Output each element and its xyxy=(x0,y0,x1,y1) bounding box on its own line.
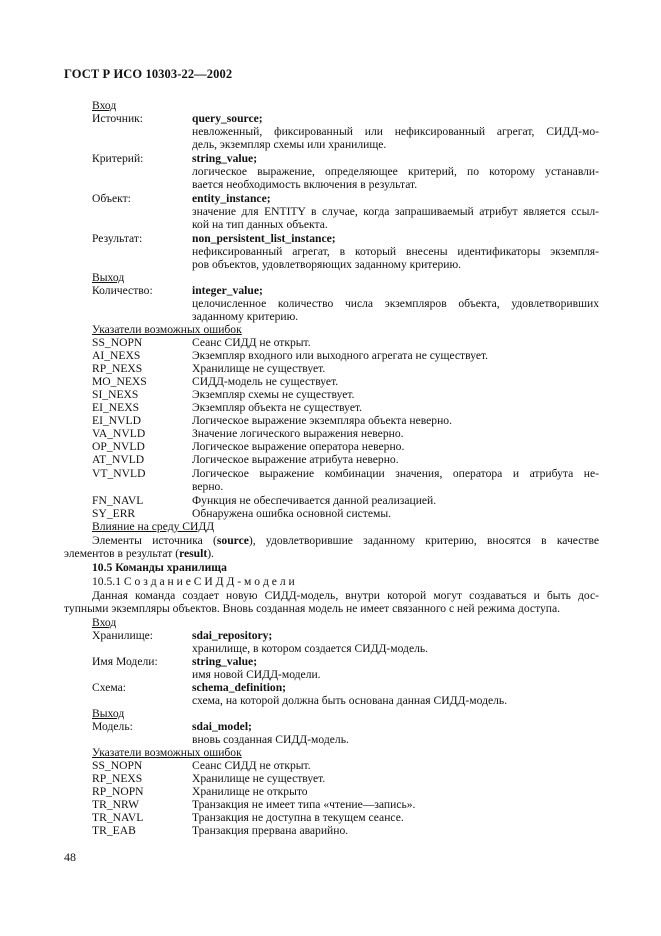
error-text: Обнаружена ошибка основной системы. xyxy=(192,507,392,520)
param-desc: имя новой СИДД-модели. xyxy=(192,668,321,681)
effect-text: Элементы источника ( xyxy=(92,534,217,547)
effect-paragraph-line2 xyxy=(64,547,214,560)
error-code: OP_NVLD xyxy=(92,440,145,453)
error-text: Транзакция не имеет типа «чтение—запись». xyxy=(192,798,416,811)
error-code: MO_NEXS xyxy=(92,375,147,388)
effect-paragraph xyxy=(92,534,599,547)
error-text: Логическое выражение оператора неверно. xyxy=(192,440,405,453)
param-desc: кой на тип данных объекта. xyxy=(192,218,328,231)
error-code: RP_NEXS xyxy=(92,772,143,785)
param-desc: невложенный, фиксированный или нефиксированный агрегат, СИДД-мо- xyxy=(192,125,599,138)
param-desc: схема, на которой должна быть основана данная СИДД-модель. xyxy=(192,694,508,707)
error-text: Транзакция прервана аварийно. xyxy=(192,824,349,837)
page-number: 48 xyxy=(64,850,76,864)
param-type: sdai_model; xyxy=(192,720,252,733)
errors-heading: Указатели возможных ошибок xyxy=(92,746,242,759)
input-heading: Вход xyxy=(92,99,117,112)
error-text: СИДД-модель не существует. xyxy=(192,375,339,388)
error-code: FN_NAVL xyxy=(92,494,144,507)
param-desc: значение для ENTITY в случае, когда запрашиваемый атрибут является ссыл- xyxy=(192,205,599,218)
error-code: SS_NOPN xyxy=(92,336,143,349)
error-text: Функция не обеспечивается данной реализацией. xyxy=(192,494,437,507)
error-code: AT_NVLD xyxy=(92,453,145,466)
subsection-title: 10.5.1 С о з д а н и е С И Д Д - м о д е л и xyxy=(92,575,295,588)
error-text: Экземпляр объекта не существует. xyxy=(192,401,363,414)
param-desc: ров объектов, удовлетворяющих заданному критерию. xyxy=(192,258,462,271)
error-code: VT_NVLD xyxy=(92,467,146,480)
param-desc: вновь созданная СИДД-модель. xyxy=(192,733,349,746)
effect-text: ), удовлетворившие заданному критерию, вносятся в качестве xyxy=(248,534,599,547)
effect-heading: Влияние на среду СИДД xyxy=(92,520,215,533)
error-text: Экземпляр схемы не существует. xyxy=(192,388,355,401)
page-header: ГОСТ Р ИСО 10303-22—2002 xyxy=(64,67,233,81)
param-label: Модель: xyxy=(92,720,133,733)
error-code: TR_NRW xyxy=(92,798,140,811)
param-desc: целочисленное количество числа экземпляров объекта, удовлетворивших xyxy=(192,297,599,310)
effect-bold: source xyxy=(216,534,249,547)
param-desc: хранилище, в котором создается СИДД-модель. xyxy=(192,642,429,655)
error-text: Сеанс СИДД не открыт. xyxy=(192,336,311,349)
error-code: RP_NEXS xyxy=(92,362,143,375)
error-code: EI_NEXS xyxy=(92,401,140,414)
param-label: Результат: xyxy=(92,232,143,245)
param-desc: вается необходимость включения в результат. xyxy=(192,178,418,191)
param-label: Критерий: xyxy=(92,152,144,165)
effect-text: ). xyxy=(207,547,214,560)
output-heading: Выход xyxy=(92,271,125,284)
input-heading: Вход xyxy=(92,616,117,629)
param-label: Объект: xyxy=(92,192,131,205)
error-code: EI_NVLD xyxy=(92,414,141,427)
param-type: query_source; xyxy=(192,112,263,125)
param-desc: логическое выражение, определяющее критерий, по которому устанавли- xyxy=(192,165,599,178)
errors-heading: Указатели возможных ошибок xyxy=(92,323,242,336)
param-type: schema_definition; xyxy=(192,681,287,694)
error-text: Хранилище не открыто xyxy=(192,785,308,798)
param-type: sdai_repository; xyxy=(192,629,273,642)
effect-bold: result xyxy=(179,547,208,560)
param-type: non_persistent_list_instance; xyxy=(192,232,336,245)
param-label: Имя Модели: xyxy=(92,655,158,668)
section-title: 10.5 Команды хранилища xyxy=(92,561,227,574)
error-text: Хранилище не существует. xyxy=(192,362,326,375)
param-label: Источник: xyxy=(92,112,144,125)
param-desc: нефиксированный агрегат, в который внесены идентификаторы экземпля- xyxy=(192,245,599,258)
error-text: Сеанс СИДД не открыт. xyxy=(192,759,311,772)
param-type: entity_instance; xyxy=(192,192,271,205)
param-type: string_value; xyxy=(192,152,258,165)
error-text: Транзакция не доступна в текущем сеансе. xyxy=(192,811,404,824)
param-label: Количество: xyxy=(92,284,153,297)
param-desc: дель, экземпляр схемы или хранилище. xyxy=(192,138,387,151)
error-text: Экземпляр входного или выходного агрегата не существует. xyxy=(192,349,489,362)
effect-text: элементов в результат ( xyxy=(64,547,180,560)
section-description: Данная команда создает новую СИДД-модель, внутри которой могут создаваться и быть дос- xyxy=(92,589,599,602)
error-text: верно. xyxy=(192,480,224,493)
error-code: VA_NVLD xyxy=(92,427,146,440)
param-type: string_value; xyxy=(192,655,258,668)
error-text: Логическое выражение атрибута неверно. xyxy=(192,453,399,466)
error-text: Значение логического выражения неверно. xyxy=(192,427,404,440)
error-code: RP_NOPN xyxy=(92,785,144,798)
output-heading: Выход xyxy=(92,707,125,720)
param-label: Хранилище: xyxy=(92,629,154,642)
param-label: Схема: xyxy=(92,681,127,694)
error-code: SS_NOPN xyxy=(92,759,143,772)
error-text: Хранилище не существует. xyxy=(192,772,326,785)
param-type: integer_value; xyxy=(192,284,263,297)
param-desc: заданному критерию. xyxy=(192,310,299,323)
error-code: TR_NAVL xyxy=(92,811,144,824)
error-code: AI_NEXS xyxy=(92,349,141,362)
error-code: TR_EAB xyxy=(92,824,136,837)
error-code: SI_NEXS xyxy=(92,388,139,401)
section-description: тупными экземпляры объектов. Вновь созданная модель не имеет связанного с ней режима доступа. xyxy=(64,602,561,615)
error-text: Логическое выражение комбинации значения, оператора и атрибута не- xyxy=(192,467,599,480)
error-text: Логическое выражение экземпляра объекта неверно. xyxy=(192,414,452,427)
error-code: SY_ERR xyxy=(92,507,136,520)
